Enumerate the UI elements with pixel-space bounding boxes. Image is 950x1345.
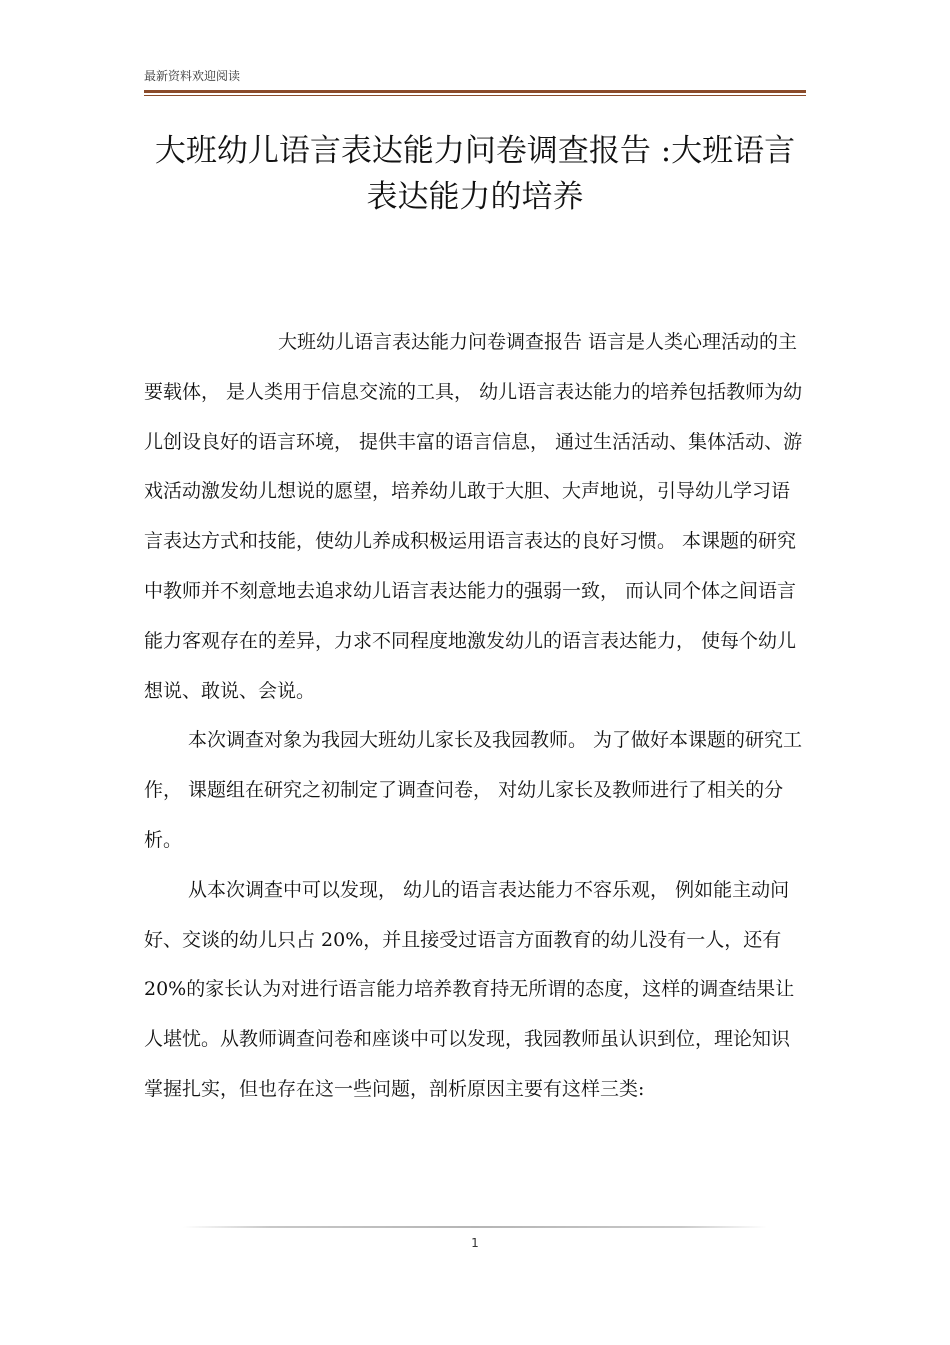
paragraph-1: 大班幼儿语言表达能力问卷调查报告 语言是人类心理活动的主要载体， 是人类用于信息交流的工具， 幼儿语言表达能力的培养包括教师为幼儿创设良好的语言环境， 提供丰富的语言信息， 通过生活活动、集体活动、游戏活动激发幼儿想说的愿望，培养幼儿敢于大胆、大声地说，引导幼儿学习语言表达方式和技能，使幼儿养成积极运用语言表达的良好习惯。 本课题的研究中教师并不刻意地去追求幼儿语言表达能力的强弱一致， 而认同个体之间语言能力客观存在的差异，力求不同程度地激发幼儿的语言表达能力， 使每个幼儿想说、敢说、会说。 xyxy=(144,331,803,702)
header-rule-thin xyxy=(144,95,806,96)
paragraph-3: 从本次调查中可以发现， 幼儿的语言表达能力不容乐观， 例如能主动问好、交谈的幼儿只占 20%，并且接受过语言方面教育的幼儿没有一人，还有 20%的家长认为对进行语言能力培养教育持无所谓的态度，这样的调查结果让人堪忧。从教师调查问卷和座谈中可以发现，我园教师虽认识到位，理论知识掌握扎实，但也存在这一些问题，剖析原因主要有这样三类: xyxy=(144,878,795,1100)
document-title: 大班幼儿语言表达能力问卷调查报告 :大班语言表达能力的培养 xyxy=(154,133,796,215)
header-rule-thick xyxy=(144,90,806,93)
paragraph-2: 本次调查对象为我园大班幼儿家长及我园教师。 为了做好本课题的研究工作， 课题组在研究之初制定了调查问卷， 对幼儿家长及教师进行了相关的分析。 xyxy=(144,729,803,851)
page-number: 1 xyxy=(471,1236,479,1250)
footer-rule xyxy=(183,1226,767,1228)
document-body xyxy=(144,318,806,1115)
running-header: 最新资料欢迎阅读 xyxy=(144,69,241,83)
